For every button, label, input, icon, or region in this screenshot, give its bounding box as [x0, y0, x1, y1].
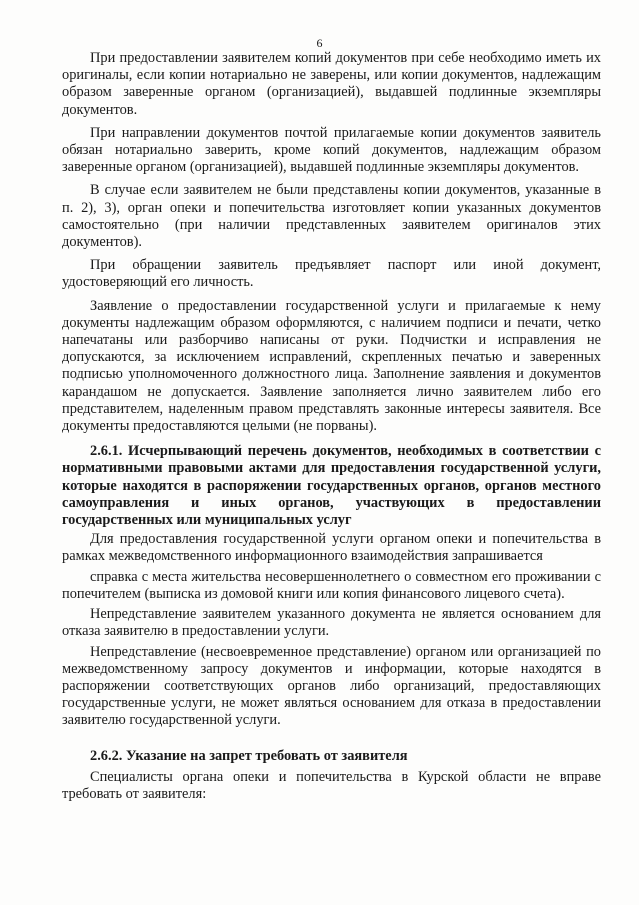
section-heading-2-6-2: 2.6.2. Указание на запрет требовать от заявителя [90, 747, 408, 764]
section-heading-2-6-1: 2.6.1. Исчерпывающий перечень документов, необходимых в соответствии с нормативными правовыми актами для предоставления государственной услуги, которые находятся в распоряжении государственных органов, органов местного самоуправления и иных органов, участвующих в предоставлении государственных или муниципальных услуг [62, 443, 601, 529]
paragraph-passport: При обращении заявитель предъявляет паспорт или иной документ, удостоверяющий его личность. [62, 257, 601, 291]
paragraph-originals: При предоставлении заявителем копий документов при себе необходимо иметь их оригиналы, если копии нотариально не заверены, или копии документов, надлежащим образом заверенные органом (организацией), выдавшей подлинные экземпляры документов. [62, 50, 601, 118]
paragraph-certificate: справка с места жительства несовершеннолетнего о совместном его проживании с попечителем (выписка из домовой книги или копия финансового лицевого счета). [62, 568, 601, 602]
paragraph-non-submission: Непредставление заявителем указанного документа не является основанием для отказа заявителю в предоставлении услуги. [62, 606, 601, 640]
paragraph-interagency: Для предоставления государственной услуги органом опеки и попечительства в рамках межведомственного информационного взаимодействия запрашивается [62, 531, 601, 565]
paragraph-copies: В случае если заявителем не были представлены копии документов, указанные в п. 2), 3), орган опеки и попечительства изготовляет копии указанных документов самостоятельно (при наличии представленных заявителем оригиналов этих документов). [62, 182, 601, 251]
paragraph-mail: При направлении документов почтой прилагаемые копии документов заявитель обязан нотариально заверить, кроме копий документов, надлежащим образом заверенные органом (организацией), выдавшей подлинные экземпляры документов. [62, 124, 601, 176]
paragraph-application: Заявление о предоставлении государственной услуги и прилагаемые к нему документы надлежащим образом оформляются, с наличием подписи и печати, четко напечатаны или разборчиво написаны от руки. Подчистки и исправления не допускаются, за исключением исправлений, скрепленных печатью и заверенных подписью уполномоченного должностного лица. Заполнение заявления и документов карандашом не допускается. Заявление заполняется лично заявителем либо его представителем, наделенным правом представлять законные интересы заявителя. Все документы предоставляются целыми (не порваны). [62, 297, 601, 435]
paragraph-late-submission: Непредставление (несвоевременное представление) органом или организацией по межведомственному запросу документов и информации, которые находятся в распоряжении соответствующих органов либо организаций, предоставляющих государственные услуги, не может являться основанием для отказа в предоставлении заявителю государственной услуги. [62, 643, 601, 729]
paragraph-prohibition: Специалисты органа опеки и попечительства в Курской области не вправе требовать от заявителя: [62, 768, 601, 802]
page-content [62, 50, 601, 809]
page-number: 6 [316, 36, 323, 50]
